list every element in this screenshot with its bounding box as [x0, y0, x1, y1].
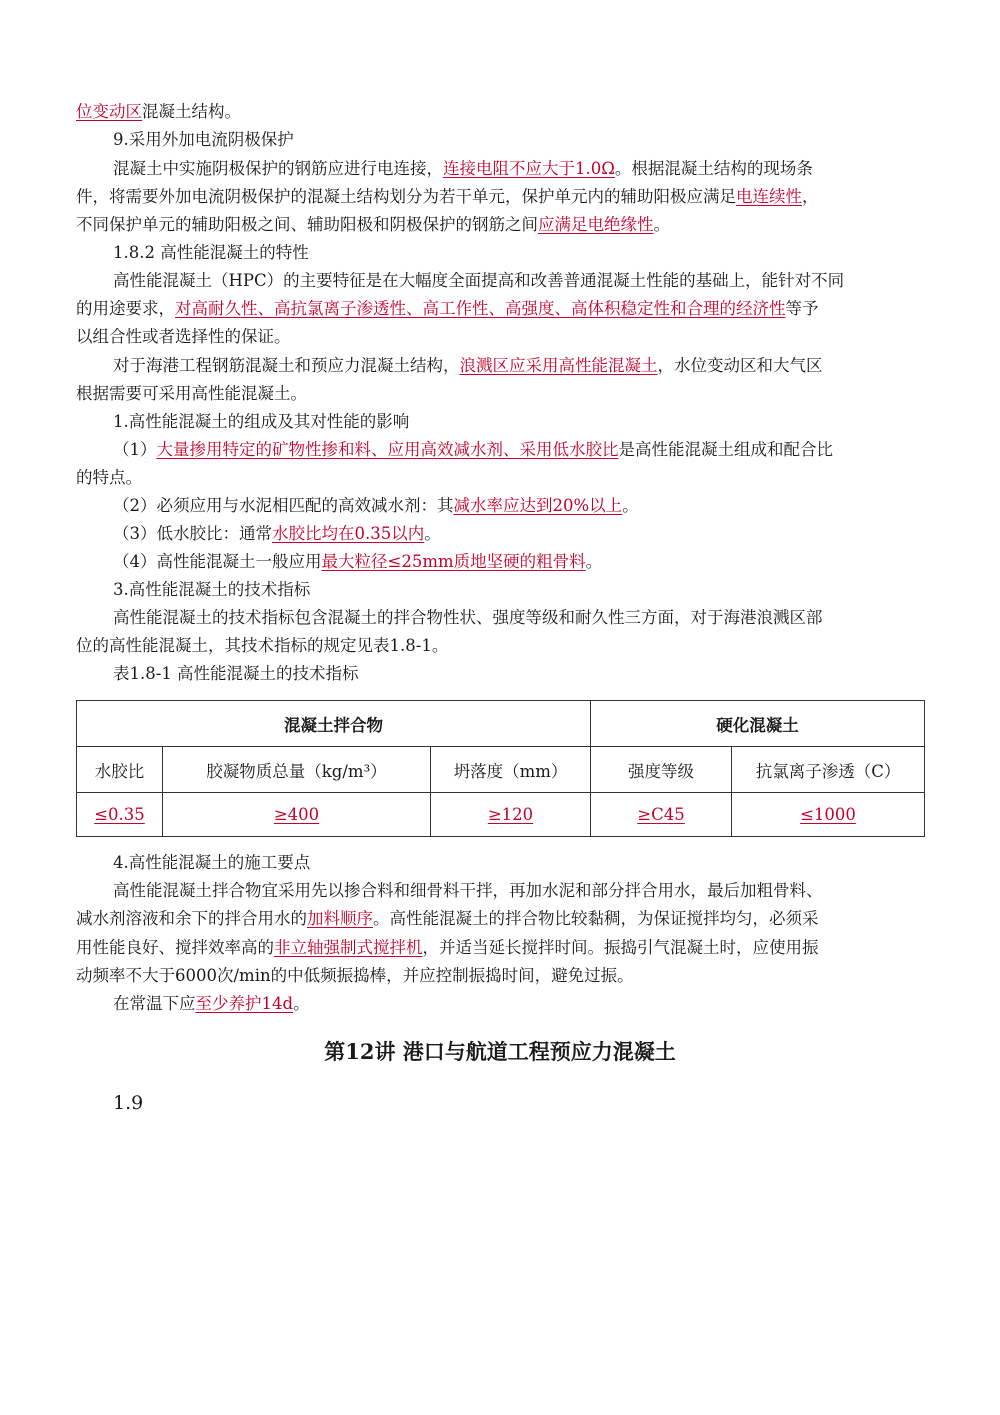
highlighted-term: 浪溅区应采用高性能混凝土: [459, 356, 658, 375]
text-line: 位变动区混凝土结构。: [76, 102, 241, 121]
section-heading: 4.高性能混凝土的施工要点: [113, 853, 311, 872]
header-cell: 强度等级: [591, 747, 732, 793]
highlighted-term: 应满足电绝缘性: [538, 215, 654, 234]
section-heading: 1.高性能混凝土的组成及其对性能的影响: [113, 412, 410, 431]
value-cell: ≥120: [431, 793, 591, 837]
header-cell: 水胶比: [77, 747, 163, 793]
highlighted-term: 位变动区: [76, 102, 142, 121]
text-line: 动频率不大于6000次/min的中低频振捣棒，并应控制振捣时间，避免过振。: [76, 966, 634, 985]
header-cell: 坍落度（mm）: [431, 747, 591, 793]
text-line: 高性能混凝土（HPC）的主要特征是在大幅度全面提高和改善普通混凝土性能的基础上，能针对不同: [113, 271, 845, 290]
text-line: 的特点。: [76, 468, 142, 487]
text-line: 不同保护单元的辅助阳极之间、辅助阳极和阴极保护的钢筋之间应满足电绝缘性。: [76, 215, 670, 234]
section-heading: 3.高性能混凝土的技术指标: [113, 580, 311, 599]
text-line: 对于海港工程钢筋混凝土和预应力混凝土结构，浪溅区应采用高性能混凝土，水位变动区和大气区: [113, 356, 823, 375]
group-header-hardened: 硬化混凝土: [591, 701, 925, 747]
text-line: 高性能混凝土拌合物宜采用先以掺合料和细骨料干拌，再加水泥和部分拌合用水，最后加粗骨料、: [113, 881, 823, 900]
table-group-row: [77, 701, 925, 747]
text-line: 位的高性能混凝土，其技术指标的规定见表1.8-1。: [76, 636, 449, 655]
text-line: 在常温下应至少养护14d。: [113, 994, 310, 1013]
text-line: （1）大量掺用特定的矿物性掺和料、应用高效减水剂、采用低水胶比是高性能混凝土组成和配合比: [113, 440, 833, 459]
value-cell: ≥400: [163, 793, 431, 837]
text-line: （3）低水胶比：通常水胶比均在0.35以内。: [113, 524, 441, 543]
text-line: 高性能混凝土的技术指标包含混凝土的拌合物性状、强度等级和耐久性三方面，对于海港浪溅区部: [113, 608, 823, 627]
highlighted-term: 电连续性: [736, 187, 802, 206]
lecture-title: 第12讲 港口与航道工程预应力混凝土: [324, 1039, 676, 1064]
highlighted-term: 至少养护14d: [195, 994, 294, 1013]
spec-table: [76, 700, 925, 837]
highlighted-term: 减水率应达到20%以上: [453, 496, 623, 515]
text-line: 减水剂溶液和余下的拌合用水的加料顺序。高性能混凝土的拌合物比较黏稠，为保证搅拌均匀，必须采: [76, 909, 819, 928]
highlighted-term: 最大粒径≤25mm质地坚硬的粗骨料: [321, 552, 586, 571]
value-cell: ≤0.35: [77, 793, 163, 837]
header-cell: 抗氯离子渗透（C）: [732, 747, 925, 793]
value-cell: ≤1000: [732, 793, 925, 837]
text-line: 的用途要求，对高耐久性、高抗氯离子渗透性、高工作性、高强度、高体积稳定性和合理的经济性等予: [76, 299, 819, 318]
highlighted-term: 水胶比均在0.35以内: [272, 524, 425, 543]
table-header-row: [77, 747, 925, 793]
header-cell: 胶凝物质总量（kg/m³）: [163, 747, 431, 793]
table-row: [77, 793, 925, 837]
text-line: 以组合性或者选择性的保证。: [76, 327, 291, 346]
group-header-mixture: 混凝土拌合物: [77, 701, 591, 747]
text-line: （2）必须应用与水泥相匹配的高效减水剂：其减水率应达到20%以上。: [113, 496, 639, 515]
section-heading: 9.采用外加电流阴极保护: [113, 130, 294, 149]
section-heading: 1.8.2 高性能混凝土的特性: [113, 243, 309, 262]
next-section-number: 1.9: [113, 1092, 144, 1114]
table-caption: 表1.8-1 高性能混凝土的技术指标: [113, 664, 359, 683]
value-cell: ≥C45: [591, 793, 732, 837]
highlighted-term: 大量掺用特定的矿物性掺和料、应用高效减水剂、采用低水胶比: [156, 440, 619, 459]
text-line: 用性能良好、搅拌效率高的非立轴强制式搅拌机，并适当延长搅拌时间。振捣引气混凝土时，应使用振: [76, 938, 819, 957]
text-line: 根据需要可采用高性能混凝土。: [76, 384, 307, 403]
highlighted-term: 连接电阻不应大于1.0Ω: [443, 159, 615, 178]
highlighted-term: 对高耐久性、高抗氯离子渗透性、高工作性、高强度、高体积稳定性和合理的经济性: [175, 299, 786, 318]
highlighted-term: 加料顺序: [307, 909, 373, 928]
highlighted-term: 非立轴强制式搅拌机: [274, 938, 423, 957]
text-line: （4）高性能混凝土一般应用最大粒径≤25mm质地坚硬的粗骨料。: [113, 552, 603, 571]
text-line: 混凝土中实施阴极保护的钢筋应进行电连接，连接电阻不应大于1.0Ω。根据混凝土结构的现场条: [113, 159, 813, 178]
text-line: 件，将需要外加电流阴极保护的混凝土结构划分为若干单元，保护单元内的辅助阳极应满足电连续性，: [76, 187, 819, 206]
